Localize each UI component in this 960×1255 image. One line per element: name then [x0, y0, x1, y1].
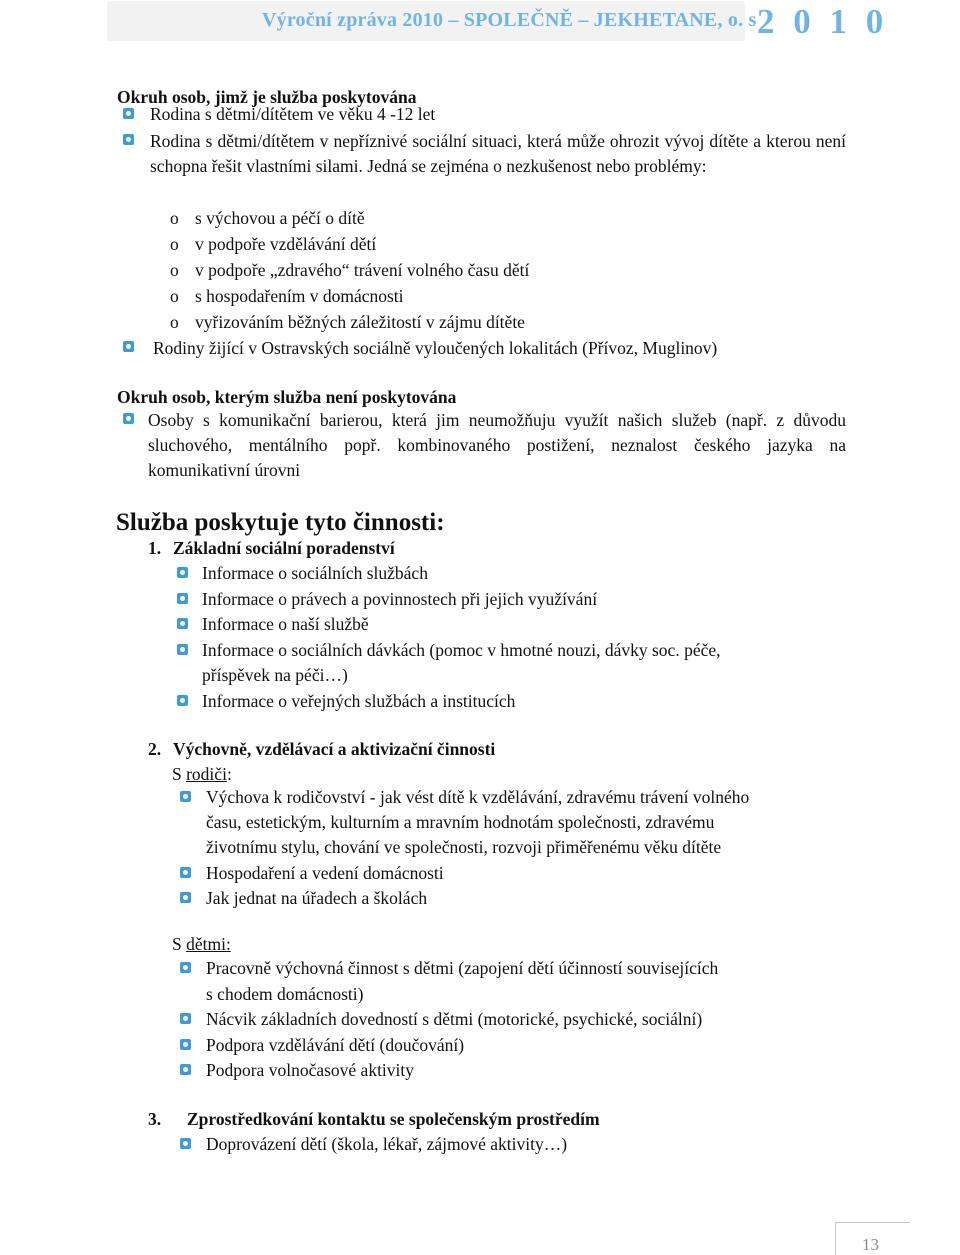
bullet-icon — [123, 413, 134, 424]
sub-bullet-icon: o — [170, 312, 179, 332]
subgroup-label-children — [172, 932, 231, 957]
group-number: 1. — [148, 538, 162, 558]
bullet-icon — [177, 593, 188, 604]
group-number: 3. — [148, 1109, 162, 1129]
bullet-icon — [180, 1039, 191, 1050]
bullet-icon — [180, 892, 191, 903]
list-item-continuation: času, estetickým, kulturním a mravním hodnotám společnosti, zdravému — [206, 812, 715, 832]
bullet-icon — [180, 791, 191, 802]
sub-list-item: vyřizováním běžných záležitostí v zájmu dítěte — [195, 312, 525, 332]
group-title: Výchovně, vzdělávací a aktivizační činnosti — [173, 739, 496, 759]
list-item: Podpora vzdělávání dětí (doučování) — [206, 1035, 465, 1055]
bullet-icon — [177, 695, 188, 706]
header-year: 2 0 1 0 — [757, 2, 889, 41]
bullet-icon — [180, 1064, 191, 1075]
bullet-icon — [177, 567, 188, 578]
group-title: Zprostředkování kontaktu se společenským prostředím — [187, 1109, 600, 1129]
list-item: Rodina s dětmi/dítětem ve věku 4 -12 let — [150, 104, 436, 124]
list-item: Pracovně výchovná činnost s dětmi (zapojení dětí účinností souvisejících — [206, 958, 719, 978]
group-number: 2. — [148, 739, 162, 759]
sub-list-item: s výchovou a péčí o dítě — [195, 208, 365, 228]
bullet-icon — [180, 867, 191, 878]
subgroup-suffix: : — [226, 764, 232, 784]
list-item: Hospodaření a vedení domácnosti — [206, 863, 444, 883]
header-title: Výroční zpráva 2010 – SPOLEČNĚ – JEKHETANE, o. s — [262, 9, 757, 31]
list-item: Rodiny žijící v Ostravských sociálně vyloučených lokalitách (Přívoz, Muglinov) — [153, 338, 718, 358]
list-item: Rodina s dětmi/dítětem v nepříznivé sociální situaci, která může ohrozit vývoj dítěte a kterou není schopna řešit vlastními silami. Jedná se zejména o nezkušenost nebo problémy: — [150, 131, 846, 176]
list-item: Informace o veřejných službách a institucích — [202, 691, 516, 711]
bullet-icon — [180, 962, 191, 973]
list-item-continuation: životnímu stylu, chování ve společnosti, rozvoji přiměřenému věku dítěte — [206, 837, 722, 857]
bullet-icon — [123, 108, 134, 119]
subgroup-word: rodiči — [186, 764, 227, 784]
subgroup-prefix: S — [172, 934, 187, 954]
list-item: Osoby s komunikační barierou, která jim neumožňuju využít našich služeb (např. z důvodu sluchového, mentálního popř. kombinovaného postižení, neznalost českého jazyka na komunikativní úrovni — [148, 410, 846, 480]
subgroup-label-parents — [172, 762, 232, 787]
section-heading-excluded: Okruh osob, kterým služba není poskytována — [117, 387, 457, 407]
bullet-icon — [123, 341, 134, 352]
bullet-icon — [177, 618, 188, 629]
subgroup-word: dětmi: — [186, 934, 231, 954]
subgroup-prefix: S — [172, 764, 187, 784]
bullet-icon — [180, 1013, 191, 1024]
sub-list-item: s hospodařením v domácnosti — [195, 286, 404, 306]
activities-heading: Služba poskytuje tyto činnosti: — [116, 509, 445, 536]
bullet-icon — [177, 644, 188, 655]
list-item: Nácvik základních dovedností s dětmi (motorické, psychické, sociální) — [206, 1009, 703, 1029]
bullet-icon — [180, 1138, 191, 1149]
list-item-continuation: příspěvek na péči…) — [202, 665, 348, 685]
list-item: Výchova k rodičovství - jak vést dítě k vzdělávání, zdravému trávení volného — [206, 787, 750, 807]
list-item: Informace o sociálních dávkách (pomoc v hmotné nouzi, dávky soc. péče, — [202, 640, 721, 660]
group-title: Základní sociální poradenství — [173, 538, 395, 558]
sub-bullet-icon: o — [170, 234, 179, 254]
sub-bullet-icon: o — [170, 260, 179, 280]
list-item: Doprovázení dětí (škola, lékař, zájmové aktivity…) — [206, 1134, 568, 1154]
list-item: Jak jednat na úřadech a školách — [206, 888, 428, 908]
list-item-continuation: s chodem domácnosti) — [206, 984, 364, 1004]
list-item: Informace o naší službě — [202, 614, 369, 634]
page-number: 13 — [862, 1235, 879, 1254]
bullet-icon — [123, 134, 134, 145]
list-item: Podpora volnočasové aktivity — [206, 1060, 415, 1080]
sub-list-item: v podpoře vzdělávání dětí — [195, 234, 377, 254]
sub-list-item: v podpoře „zdravého“ trávení volného času dětí — [195, 260, 530, 280]
sub-bullet-icon: o — [170, 208, 179, 228]
section-heading-recipients: Okruh osob, jimž je služba poskytována — [117, 87, 417, 107]
list-item: Informace o sociálních službách — [202, 563, 428, 583]
list-item: Informace o právech a povinnostech při jejich využívání — [202, 589, 598, 609]
sub-bullet-icon: o — [170, 286, 179, 306]
